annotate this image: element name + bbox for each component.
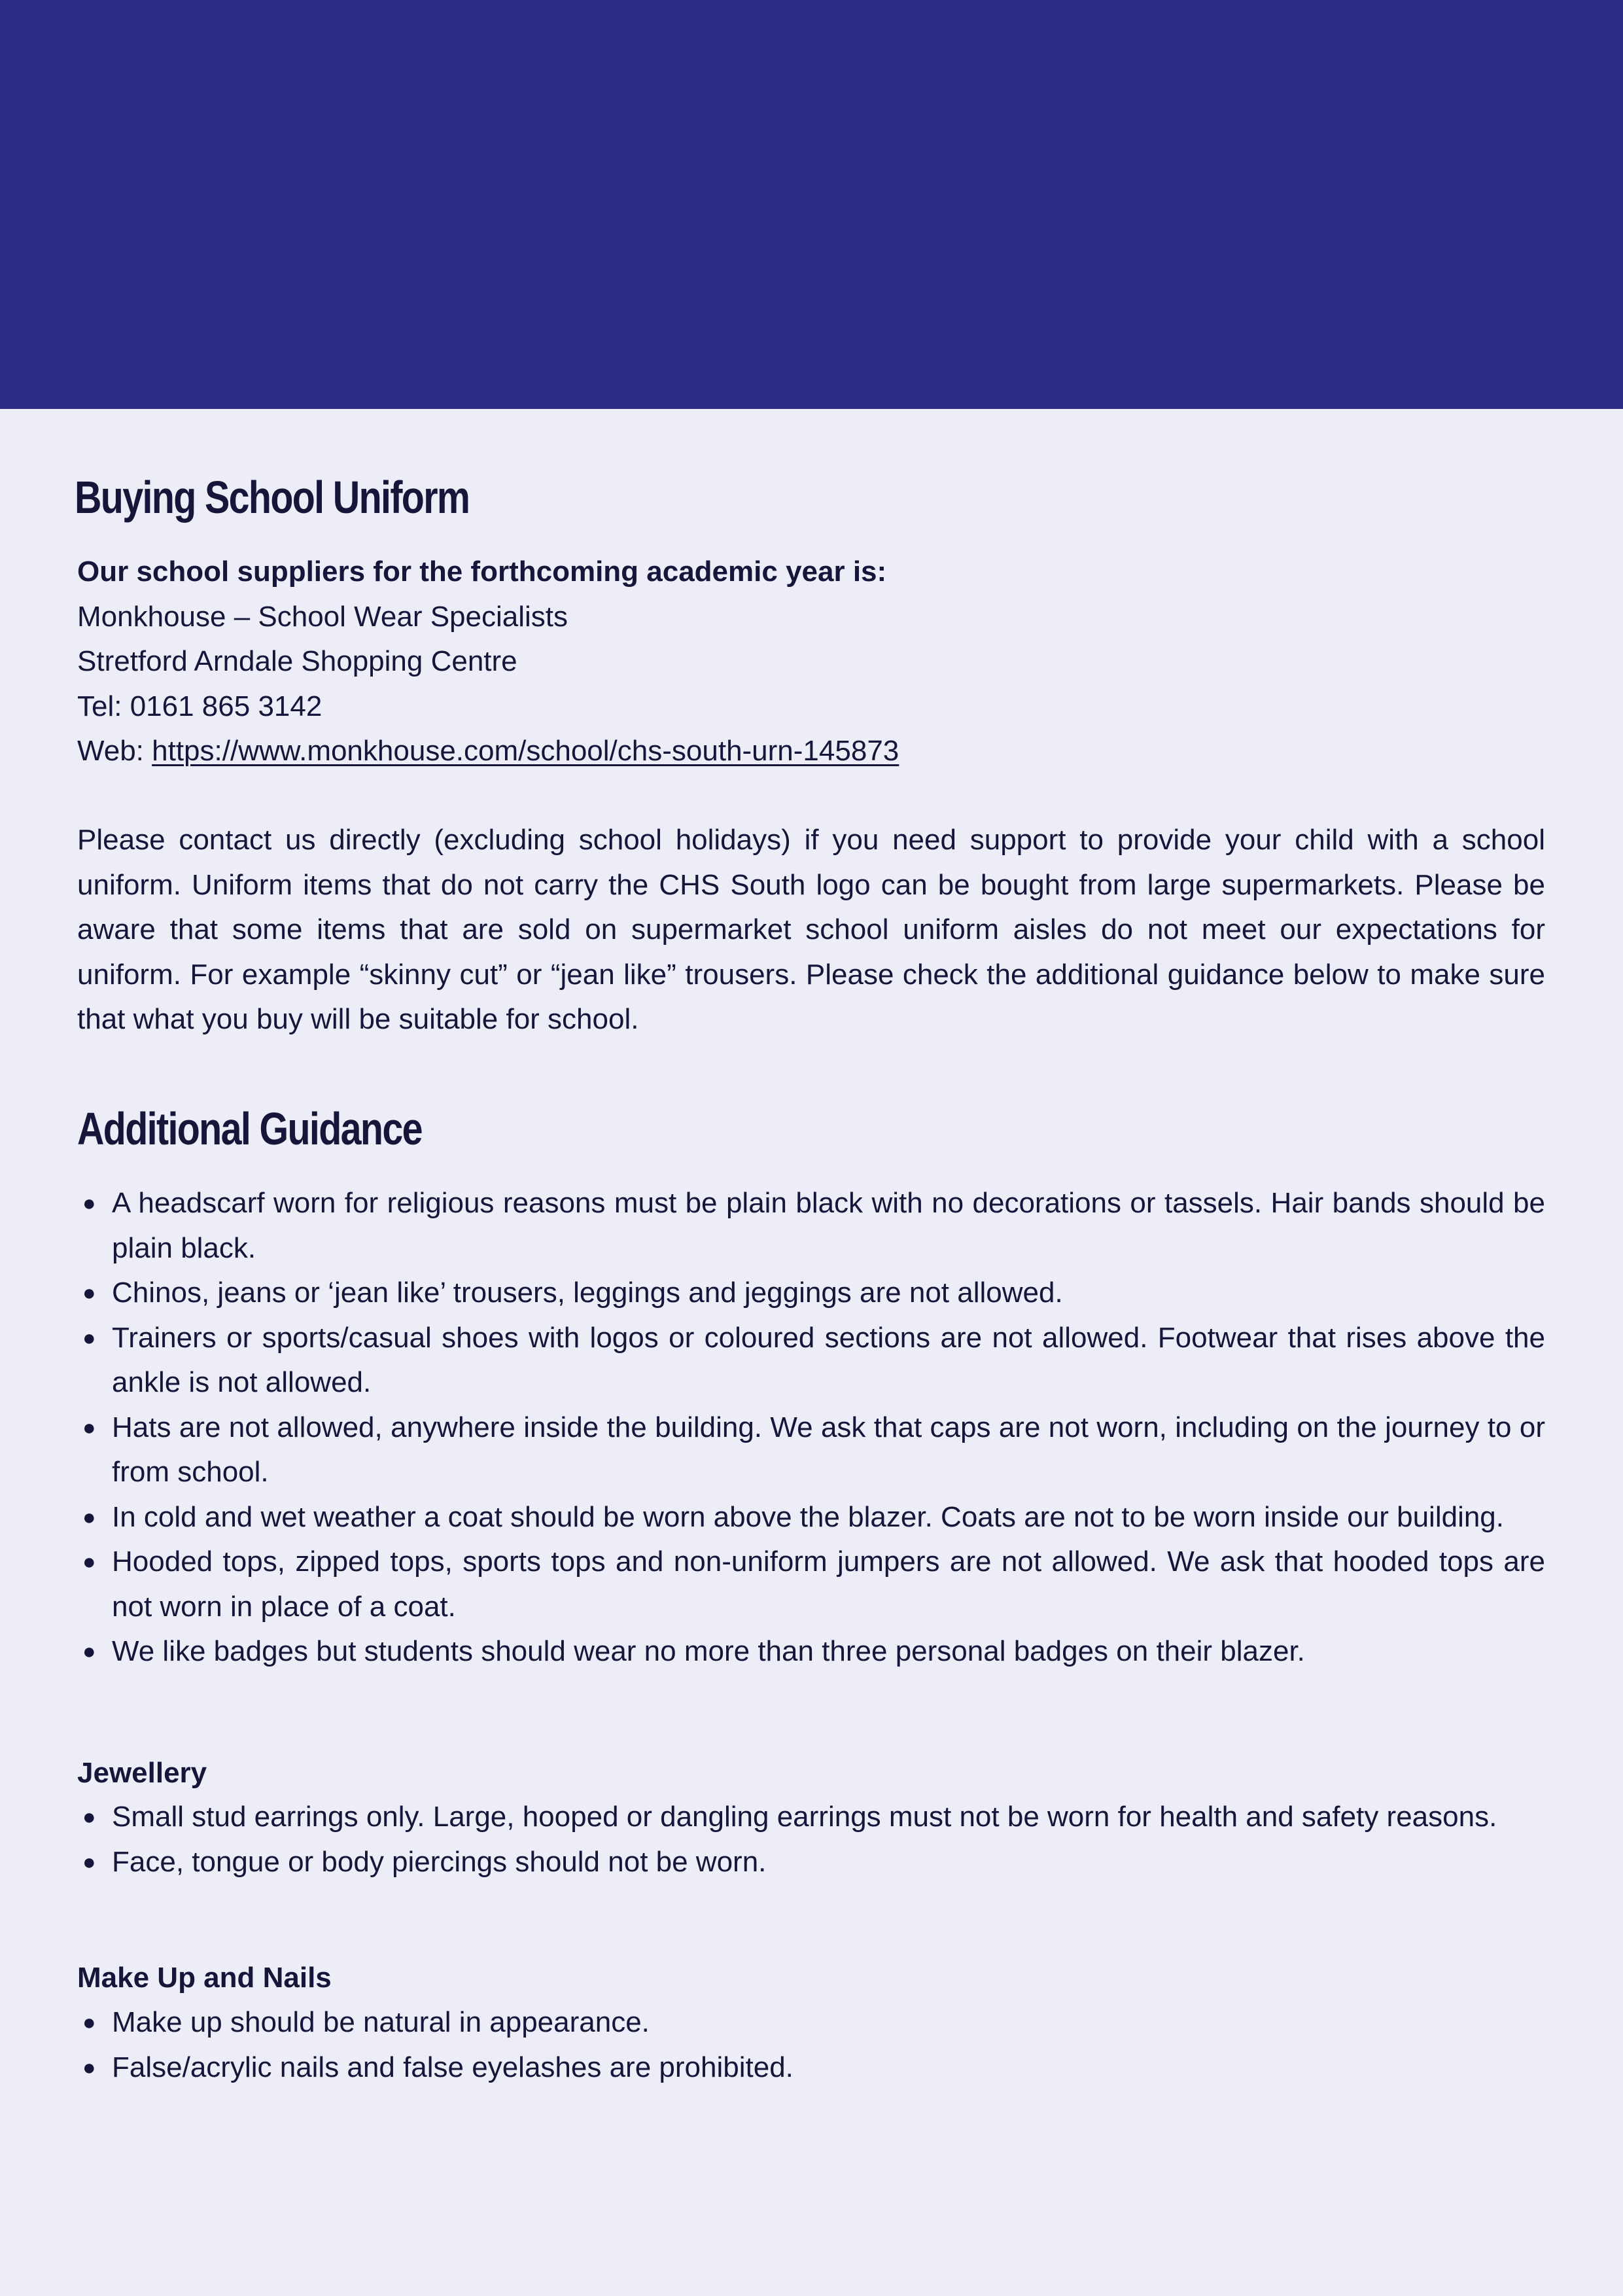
supplier-name: Monkhouse – School Wear Specialists [77,600,568,633]
bullet-icon: ● [82,1805,96,1829]
jewellery-list [77,1795,1545,1884]
bullet-icon: ● [82,1504,96,1530]
page-title: Buying School Uniform [75,472,470,523]
bullet-icon: ● [82,2010,96,2035]
supplier-intro: Our school suppliers for the forthcoming academic year is: [77,556,887,588]
bullet-icon: ● [82,1549,96,1574]
list-item: ● Small stud earrings only. Large, hooped or dangling earrings must not be worn for health and safety reasons. [77,1795,1545,1840]
makeup-heading: Make Up and Nails [77,1962,332,1994]
guidance-list [77,1181,1545,1674]
list-item: ● Hats are not allowed, anywhere inside the building. We ask that caps are not worn, including on the journey to or from school. [77,1405,1545,1495]
bullet-icon: ● [82,1849,96,1875]
bullet-icon: ● [82,1191,96,1216]
bullet-icon: ● [82,1639,96,1664]
list-item: ● Face, tongue or body piercings should not be worn. [77,1840,1545,1885]
bullet-icon: ● [82,1280,96,1305]
jewellery-heading: Jewellery [77,1757,207,1789]
list-item: ● A headscarf worn for religious reasons must be plain black with no decorations or tassels. Hair bands should be plain black. [77,1181,1545,1271]
supplier-web-link[interactable]: https://www.monkhouse.com/school/chs-south-urn-145873 [152,735,899,767]
header-banner [0,0,1623,409]
supplier-web [77,729,899,774]
bullet-icon: ● [82,1415,96,1440]
list-item: ● Trainers or sports/casual shoes with logos or coloured sections are not allowed. Footwear that rises above the ankle is not allowed. [77,1316,1545,1405]
supplier-info [77,550,899,774]
supplier-location: Stretford Arndale Shopping Centre [77,645,517,677]
list-item: ● Make up should be natural in appearance. [77,2000,1545,2045]
list-item: ● In cold and wet weather a coat should be worn above the blazer. Coats are not to be worn inside our building. [77,1495,1545,1540]
list-item: ● Hooded tops, zipped tops, sports tops and non-uniform jumpers are not allowed. We ask that hooded tops are not worn in place of a coat. [77,1540,1545,1629]
list-item: ● We like badges but students should wear no more than three personal badges on their blazer. [77,1629,1545,1674]
list-item: ● Chinos, jeans or ‘jean like’ trousers, leggings and jeggings are not allowed. [77,1271,1545,1316]
guidance-heading: Additional Guidance [77,1103,422,1154]
makeup-list [77,2000,1545,2090]
bullet-icon: ● [82,2055,96,2080]
supplier-web-label: Web: [77,735,152,767]
intro-paragraph: Please contact us directly (excluding school holidays) if you need support to provide your child with a school uniform. Uniform items that do not carry the CHS South logo can be bought from large supermarkets. Please be aware that some items that are sold on supermarket school uniform aisles do not meet our expectations for uniform. For example “skinny cut” or “jean like” trousers. Please check the additional guidance below to make sure that what you buy will be suitable for school. [77,824,1545,1035]
list-item: ● False/acrylic nails and false eyelashes are prohibited. [77,2045,1545,2091]
supplier-phone: Tel: 0161 865 3142 [77,690,323,722]
bullet-icon: ● [82,1325,96,1351]
